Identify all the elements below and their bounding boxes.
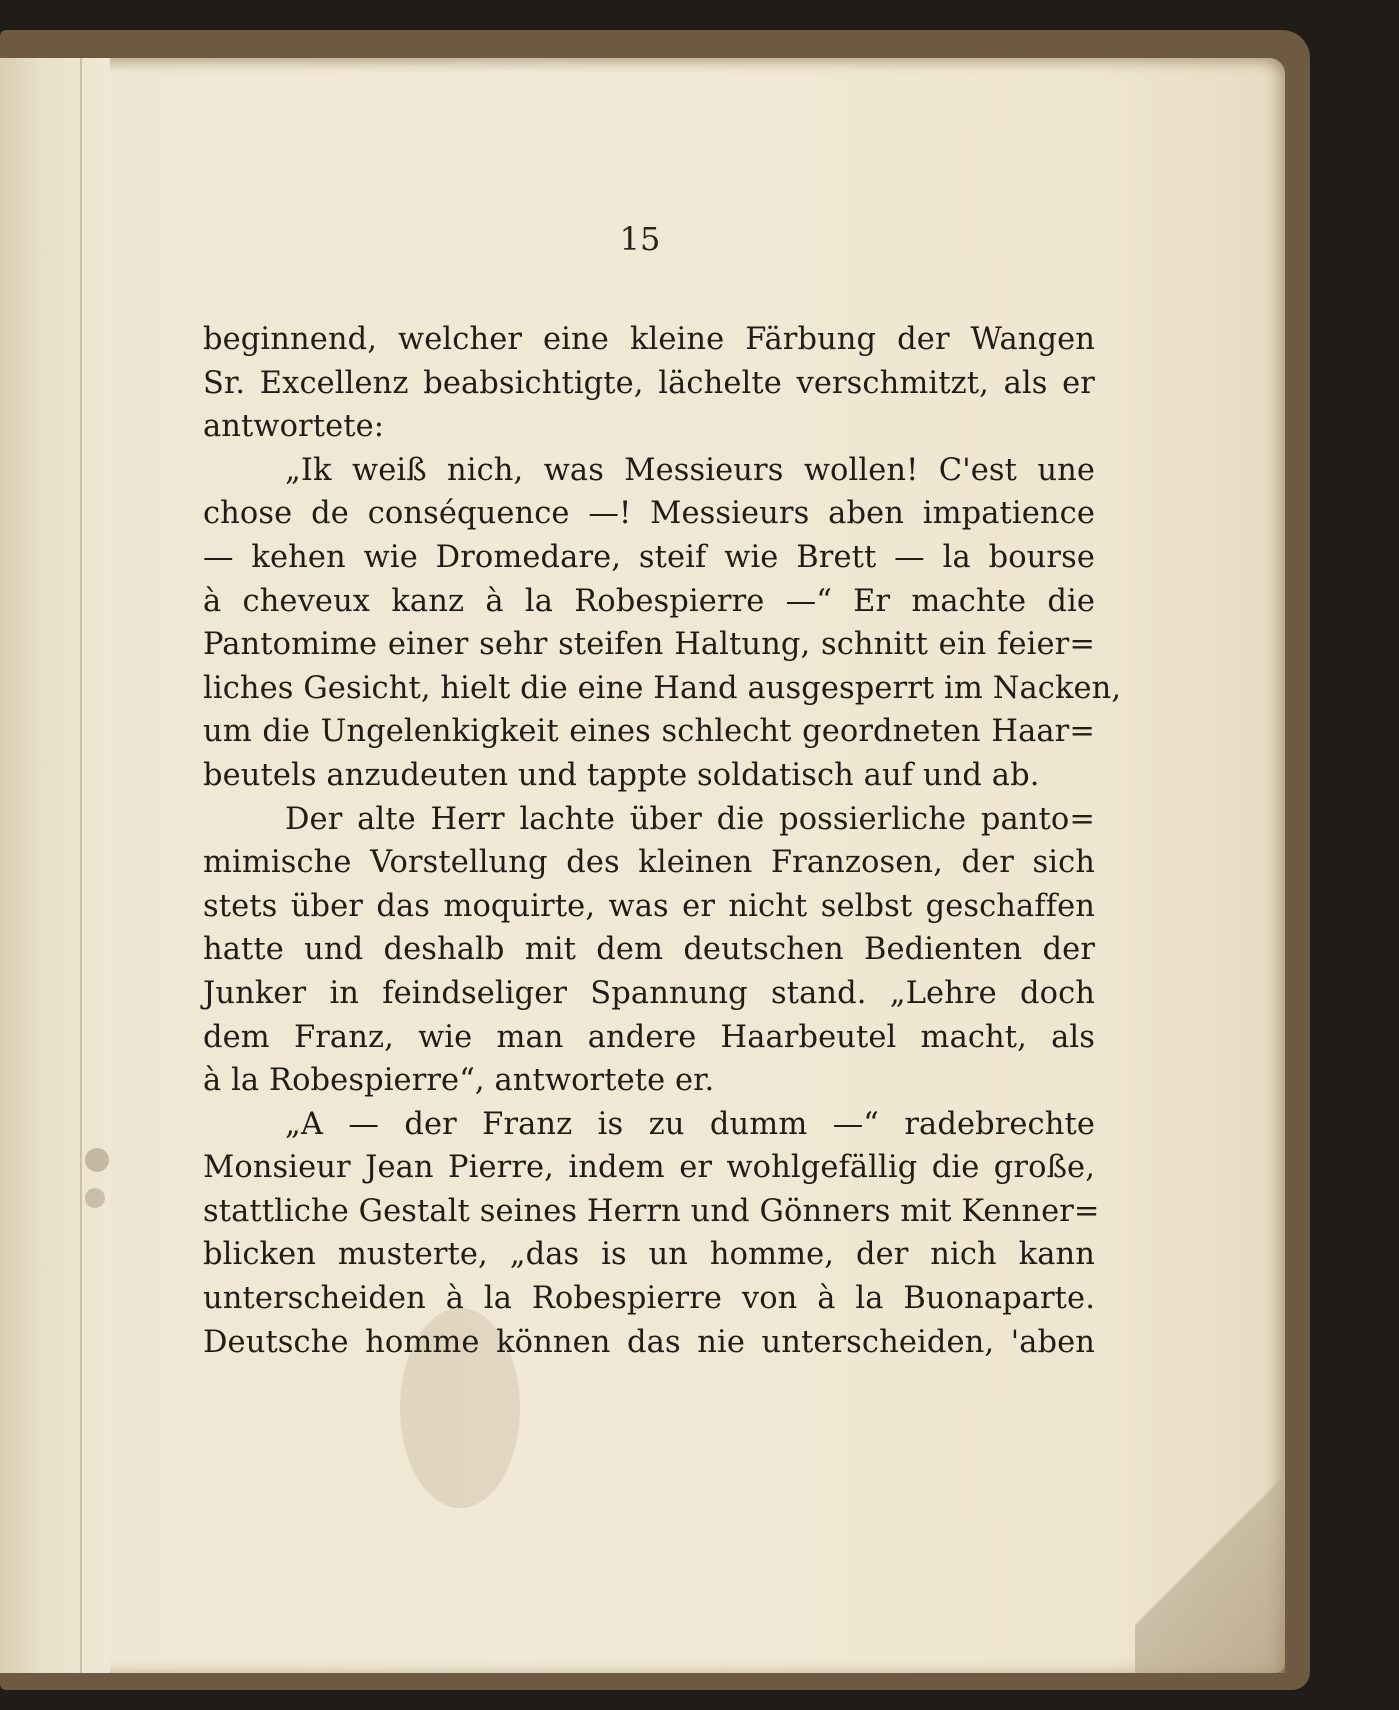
paper-stain [85, 1188, 105, 1208]
text-line: blicken musterte, „das is un homme, der nich kann [203, 1237, 1095, 1273]
text-line: mimische Vorstellung des kleinen Franzosen, der sich [203, 845, 1095, 881]
text-line: beginnend, welcher eine kleine Färbung der Wangen [203, 322, 1095, 357]
text-line: chose de conséquence —! Messieurs aben impatience [203, 496, 1095, 532]
page-number: 15 [619, 220, 661, 258]
text-line: à la Robespierre“, antwortete er. [203, 1063, 715, 1099]
text-line: beutels anzudeuten und tappte soldatisch auf und ab. [203, 757, 1040, 793]
text-line: Sr. Excellenz beabsichtigte, lächelte verschmitzt, als er [203, 365, 1095, 401]
text-line: dem Franz, wie man andere Haarbeutel macht, als [203, 1019, 1095, 1055]
text-line: liches Gesicht, hielt die eine Hand ausgesperrt im Nacken, [203, 670, 1122, 706]
text-line: Monsieur Jean Pierre, indem er wohlgefällig die große, [203, 1150, 1095, 1186]
gutter-fold-line [80, 58, 82, 1673]
body-text [203, 318, 1122, 1364]
worn-page-corner [1135, 1423, 1285, 1673]
page-gutter [0, 58, 110, 1673]
text-line: à cheveux kanz à la Robespierre —“ Er machte die [203, 583, 1095, 619]
text-line: Der alte Herr lachte über die possierliche panto= [285, 801, 1095, 837]
text-line: Pantomime einer sehr steifen Haltung, schnitt ein feier= [203, 627, 1095, 663]
paper-stain [85, 1148, 109, 1172]
text-line: unterscheiden à la Robespierre von à la Buonaparte. [203, 1281, 1095, 1317]
text-line: Deutsche homme können das nie unterscheiden, 'aben [203, 1324, 1095, 1360]
text-line: hatte und deshalb mit dem deutschen Bedienten der [203, 932, 1095, 968]
text-line: antwortete: [203, 409, 385, 445]
text-line: Junker in feindseliger Spannung stand. „Lehre doch [203, 975, 1095, 1011]
text-line: „Ik weiß nich, was Messieurs wollen! C'est une [285, 452, 1095, 488]
text-line: — kehen wie Dromedare, steif wie Brett — la bourse [203, 539, 1095, 575]
text-line: stets über das moquirte, was er nicht selbst geschaffen [203, 888, 1095, 924]
text-line: um die Ungelenkigkeit eines schlecht geordneten Haar= [203, 714, 1095, 750]
text-line: stattliche Gestalt seines Herrn und Gönners mit Kenner= [203, 1193, 1100, 1229]
text-line: „A — der Franz is zu dumm —“ radebrechte [285, 1106, 1095, 1142]
